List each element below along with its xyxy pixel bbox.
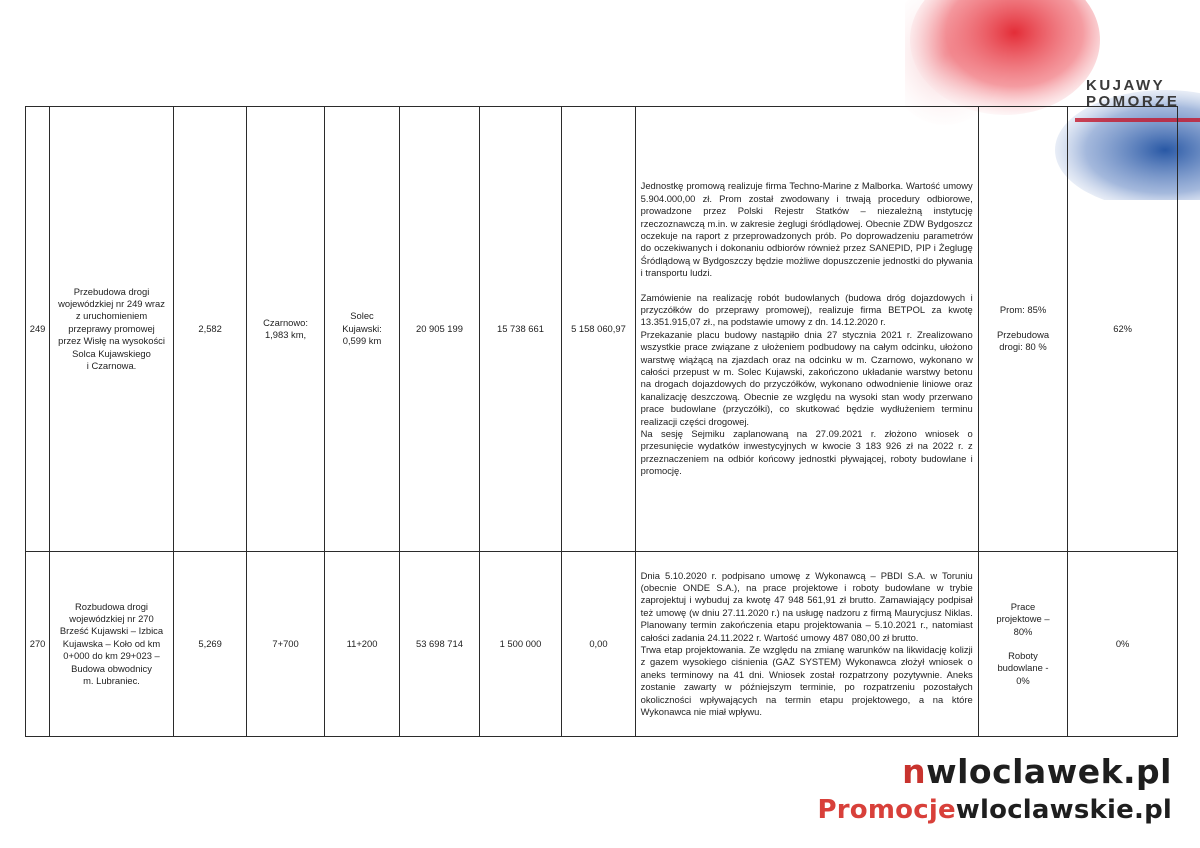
task-name-line: z uruchomieniem <box>75 310 148 322</box>
percent-cell: 0% <box>1068 552 1178 737</box>
row-number-cell: 270 <box>26 552 50 737</box>
expense-year-2-cell: 0,00 <box>562 552 635 737</box>
watermark <box>818 752 1172 828</box>
expense-year-2-cell: 5 158 060,97 <box>562 107 635 552</box>
task-name-line: Kujawska – Koło od km <box>62 637 161 649</box>
brand-line-2: POMORZE <box>1086 93 1180 111</box>
section-to-line: 0,599 km <box>342 335 382 347</box>
progress-line: Przebudowa <box>996 328 1050 340</box>
progress-line: Prom: 85% <box>999 304 1047 316</box>
task-name-line: i Czarnowa. <box>86 360 137 372</box>
length-cell: 2,582 <box>173 107 246 552</box>
description-paragraph: Na sesję Sejmiku zaplanowaną na 27.09.2021 r. złożono wniosek o przesunięcie wydatków inwestycyjnych w kwocie 3 183 926 zł na 2022 r. z przeznaczeniem na odbiór końcowy jednostki pływającej, roboty budowlane i promocję. <box>640 428 973 477</box>
progress-line: Roboty <box>1008 650 1038 661</box>
task-name-line: 0+000 do km 29+023 – <box>63 650 160 662</box>
progress-cell <box>978 552 1068 737</box>
description-paragraph: Jednostkę promową realizuje firma Techno-Marine z Malborka. Wartość umowy 5.904.000,00 zł. Prom został zwodowany i trwają procedury odbiorowe, prowadzone przez Polski Rejestr Statków – niezależną instytucję rzeczoznawczą m.in. w zakresie żeglugi śródlądowej. Obecnie ZDW Bydgoszcz oczekuje na raport z przeprowadzonych prób. Po doprowadzeniu parametrów do oczekiwanych i dokonaniu odbiorów również przez SANEPID, PIP i Żeglugę Śródlądową w Bydgoszczy będzie możliwe dopuszczenie jednostki do pływania i transportu ludzi. <box>640 180 973 279</box>
progress-block <box>983 650 1064 687</box>
task-name-line: wojewódzkiej nr 249 wraz <box>58 297 165 309</box>
description-cell <box>635 107 978 552</box>
section-to-line: 11+200 <box>346 637 378 649</box>
progress-block <box>983 601 1064 638</box>
description-paragraph: Zamówienie na realizację robót budowlanych (budowa dróg dojazdowych i przyczółków do przeprawy promowej), realizuje firma BETPOL za kwotę 13.351.915,07 zł., na podstawie umowy z dn. 14.12.2020 r. <box>640 291 973 328</box>
section-to-line: Kujawski: <box>342 322 382 334</box>
task-name-cell <box>50 552 174 737</box>
progress-line: Prace <box>1010 600 1036 612</box>
section-from-line: 1,983 km, <box>264 329 307 340</box>
task-name-line: Solca Kujawskiego <box>72 347 151 359</box>
section-to-cell <box>324 107 399 552</box>
progress-cell <box>978 107 1068 552</box>
section-from-line: 7+700 <box>272 637 299 649</box>
section-from-line: Czarnowo: <box>263 316 308 328</box>
description-paragraph: Przekazanie placu budowy nastąpiło dnia 27 stycznia 2021 r. Zrealizowano wszystkie prace związane z ułożeniem podbudowy na całym odcinku, ułożono warstwę wiążącą na zjazdach oraz na odcinku w m. Czarnowo, wykonano w całości przepust w m. Solec Kujawski, zakończono układanie warstwy betonu na drogach dojazdowych do przyczółków, wykonano odwodnienie liniowe oraz kanalizację deszczową. Obecnie ze względu na wysoki stan wody przerwano prace budowlane (przyczółki), co skutkować będzie wydłużeniem terminu realizacji części drogowej. <box>640 328 973 427</box>
table-body <box>26 107 1178 737</box>
investment-table <box>25 106 1178 737</box>
task-name-line: przez Wisłę na wysokości <box>58 335 165 347</box>
task-name-line: Przebudowa drogi <box>73 285 150 297</box>
total-value-cell: 53 698 714 <box>400 552 479 737</box>
progress-line: 0% <box>1016 674 1030 686</box>
progress-line: budowlane - <box>997 662 1049 674</box>
section-to-cell <box>324 552 399 737</box>
progress-line: drogi: 80 % <box>999 341 1047 353</box>
watermark-line-1-first: n <box>902 752 927 791</box>
percent-cell: 62% <box>1068 107 1178 552</box>
task-name-line: Rozbudowa drogi <box>75 600 148 612</box>
task-name-line: m. Lubraniec. <box>83 675 140 687</box>
watermark-line-2 <box>818 792 1172 828</box>
table-row <box>26 552 1178 737</box>
task-name-line: przeprawy promowej <box>68 322 155 334</box>
watermark-line-1 <box>818 752 1172 792</box>
section-from-cell <box>247 107 324 552</box>
progress-block <box>983 304 1064 316</box>
expense-year-1-cell: 1 500 000 <box>479 552 562 737</box>
watermark-line-2-rest: wloclawskie.pl <box>955 795 1172 825</box>
table-row <box>26 107 1178 552</box>
section-to-line: Solec <box>350 310 374 322</box>
watermark-line-1-rest: wloclawek.pl <box>926 752 1172 791</box>
progress-line: 80% <box>1013 625 1033 637</box>
row-number-cell: 249 <box>26 107 50 552</box>
length-cell: 5,269 <box>173 552 246 737</box>
progress-block <box>983 329 1064 354</box>
expense-year-1-cell: 15 738 661 <box>479 107 562 552</box>
total-value-cell: 20 905 199 <box>400 107 479 552</box>
task-name-cell <box>50 107 174 552</box>
brand-line-1: KUJAWY <box>1086 77 1166 94</box>
task-name-line: wojewódzkiej nr 270 <box>69 612 154 624</box>
task-name-line: Budowa obwodnicy <box>71 662 152 674</box>
description-cell <box>635 552 978 737</box>
task-name-line: Brześć Kujawski – Izbica <box>59 625 164 637</box>
watermark-line-2-red: Promocje <box>817 795 956 825</box>
description-paragraph: Trwa etap projektowania. Ze względu na zmianę warunków na likwidację kolizji z gazem wysokiego ciśnienia (GAZ SYSTEM) Wykonawca złożył wniosek o aneks terminowy na 41 dni. Wniosek został rozpatrzony pozytywnie. Aneks zostanie zawarty w późniejszym terminie, po rozpatrzeniu pozostałych okoliczności wpływających na termin etapu projektowego, a na które Wykonawca nie miał wpływu. <box>640 644 973 718</box>
description-paragraph: Dnia 5.10.2020 r. podpisano umowę z Wykonawcą – PBDI S.A. w Toruniu (obecnie ONDE S.A.), na prace projektowe i roboty budowlane w trybie zaprojektuj i wybuduj za kwotę 47 948 561,91 zł brutto. Zamawiający podpisał też umowę (w dniu 27.11.2020 r.) na usługę nadzoru z firmą Maurycjusz Niklas. Planowany termin zakończenia etapu projektowania – 5.10.2021 r., natomiast całości zadania 24.11.2022 r. Wartość umowy 487 080,00 zł brutto. <box>640 569 973 643</box>
section-from-cell <box>247 552 324 737</box>
progress-line: projektowe – <box>996 613 1050 625</box>
